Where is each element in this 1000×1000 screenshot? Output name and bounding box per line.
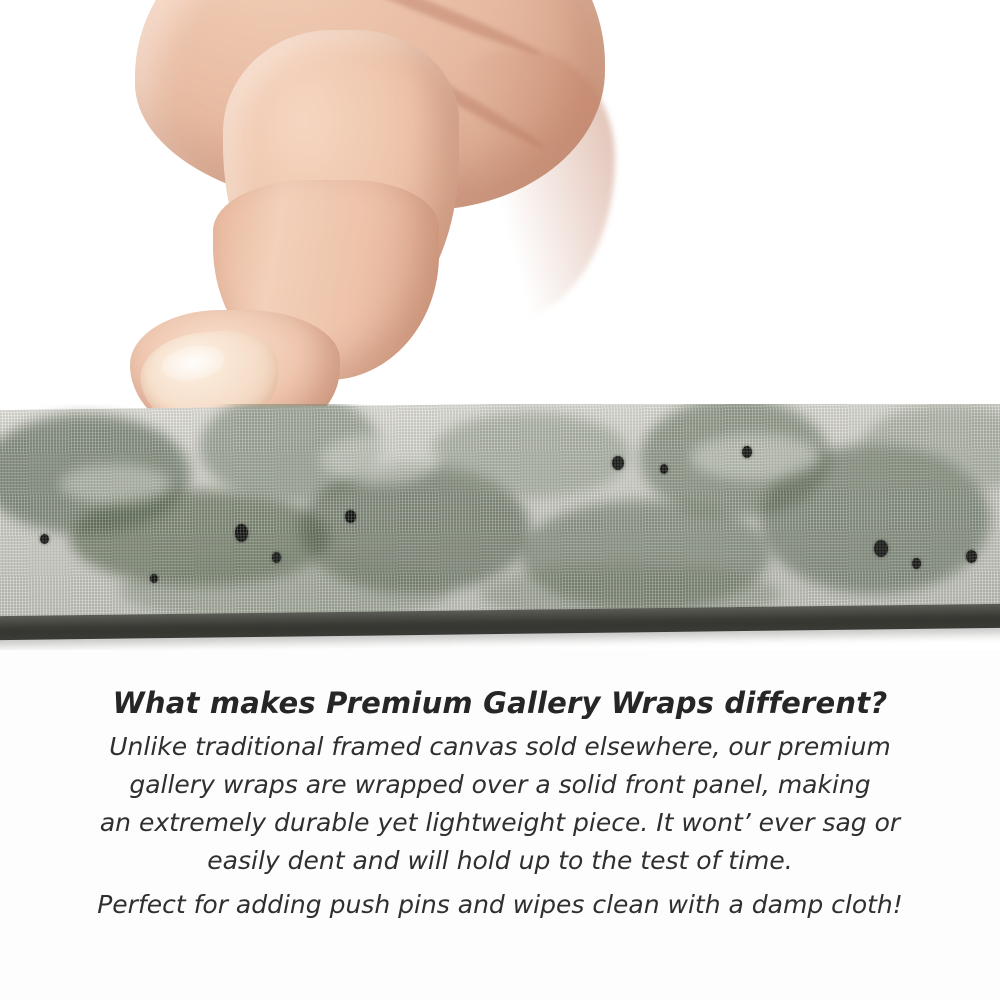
hand-shadow-edge xyxy=(435,50,615,320)
canvas-weave-texture xyxy=(0,404,1000,626)
hand-illustration xyxy=(95,0,615,440)
caption-line: gallery wraps are wrapped over a solid front panel, making xyxy=(129,770,871,799)
caption-line: easily dent and will hold up to the test of time. xyxy=(207,846,793,875)
caption-block xyxy=(0,686,1000,924)
canvas-wrap-slab xyxy=(0,404,1000,650)
caption-body xyxy=(0,728,1000,880)
caption-line: Unlike traditional framed canvas sold elsewhere, our premium xyxy=(109,732,891,761)
caption-closing-line: Perfect for adding push pins and wipes clean with a damp cloth! xyxy=(97,890,903,919)
caption-line: an extremely durable yet lightweight piece. It wont’ ever sag or xyxy=(99,808,901,837)
caption-heading: What makes Premium Gallery Wraps different? xyxy=(112,686,888,720)
